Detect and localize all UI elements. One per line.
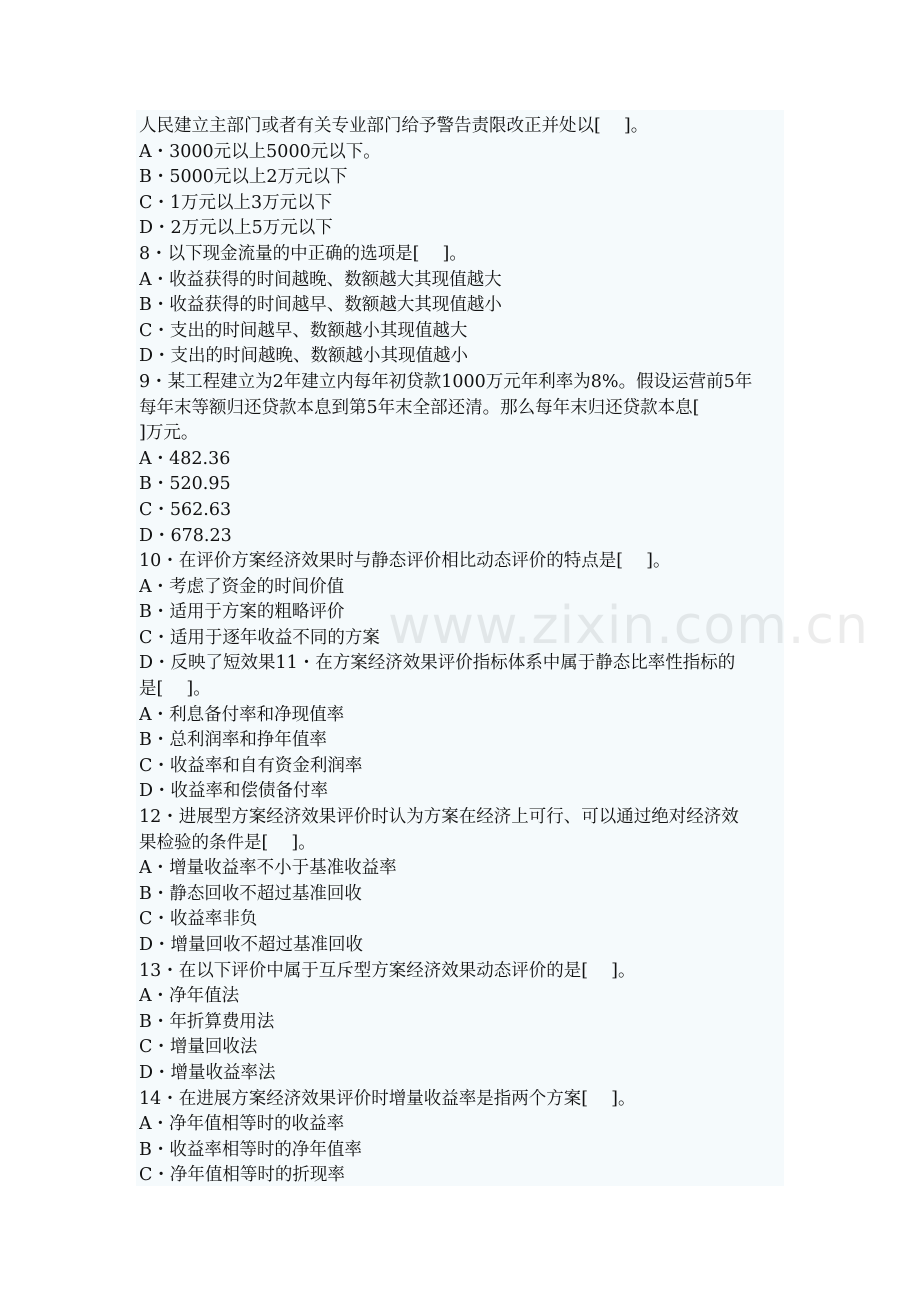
text-line: D・2万元以上5万元以下: [139, 218, 333, 239]
text-line: D・收益率和偿债备付率: [139, 781, 329, 802]
text-line: 8・以下现金流量的中正确的选项是[ ]。: [139, 243, 467, 264]
text-line: A・482.36: [139, 448, 231, 469]
text-line: A・收益获得的时间越晚、数额越大其现值越大: [139, 269, 502, 290]
text-line: 10・在评价方案经济效果时与静态评价相比动态评价的特点是[ ]。: [139, 551, 671, 572]
text-line: 每年末等额归还贷款本息到第5年末全部还清。那么每年末归还贷款本息[: [139, 397, 700, 418]
text-line: A・增量收益率不小于基准收益率: [139, 858, 397, 879]
text-line: B・年折算费用法: [139, 1011, 275, 1032]
text-line: 人民建立主部门或者有关专业部门给予警告责限改正并处以[ ]。: [139, 116, 649, 136]
text-line: B・静态回收不超过基准回收: [139, 883, 362, 904]
text-line: B・总利润率和挣年值率: [139, 730, 327, 751]
text-line: 14・在进展方案经济效果评价时增量收益率是指两个方案[ ]。: [139, 1088, 636, 1109]
text-line: 9・某工程建立为2年建立内每年初贷款1000万元年利率为8%。假设运营前5年: [139, 371, 753, 392]
text-line: D・678.23: [139, 525, 232, 546]
text-line: B・收益获得的时间越早、数额越大其现值越小: [139, 295, 502, 316]
text-line: A・净年值相等时的收益率: [139, 1114, 345, 1135]
text-line: D・反映了短效果11・在方案经济效果评价指标体系中属于静态比率性指标的: [139, 653, 736, 674]
text-line: 13・在以下评价中属于互斥型方案经济效果动态评价的是[ ]。: [139, 960, 636, 981]
text-line: C・收益率和自有资金利润率: [139, 755, 363, 776]
text-line: A・净年值法: [139, 986, 240, 1007]
text-line: 是[ ]。: [139, 679, 211, 700]
text-line: A・利息备付率和净现值率: [139, 704, 345, 725]
text-line: B・5000元以上2万元以下: [139, 167, 348, 188]
text-line: C・增量回收法: [139, 1037, 258, 1058]
text-line: C・562.63: [139, 499, 232, 520]
text-line: D・支出的时间越晚、数额越小其现值越小: [139, 346, 469, 367]
text-line: D・增量收益率法: [139, 1062, 276, 1083]
text-line: C・净年值相等时的折现率: [139, 1165, 345, 1186]
text-line: C・1万元以上3万元以下: [139, 192, 333, 213]
text-line: B・适用于方案的粗略评价: [139, 602, 345, 623]
text-line: 12・进展型方案经济效果评价时认为方案在经济上可行、可以通过绝对经济效: [139, 807, 739, 828]
text-line: D・增量回收不超过基准回收: [139, 935, 364, 955]
text-line: 果检验的条件是[ ]。: [139, 832, 316, 853]
text-line: B・收益率相等时的净年值率: [139, 1139, 362, 1160]
text-line: C・支出的时间越早、数额越小其现值越大: [139, 320, 468, 341]
text-line: ]万元。: [139, 423, 199, 444]
text-line: A・考虑了资金的时间价值: [139, 576, 345, 597]
text-line: C・适用于逐年收益不同的方案: [139, 627, 380, 648]
text-line: C・收益率非负: [139, 909, 258, 930]
text-line: A・3000元以上5000元以下。: [139, 141, 381, 162]
text-line: B・520.95: [139, 474, 231, 495]
document-page: [136, 110, 784, 1186]
